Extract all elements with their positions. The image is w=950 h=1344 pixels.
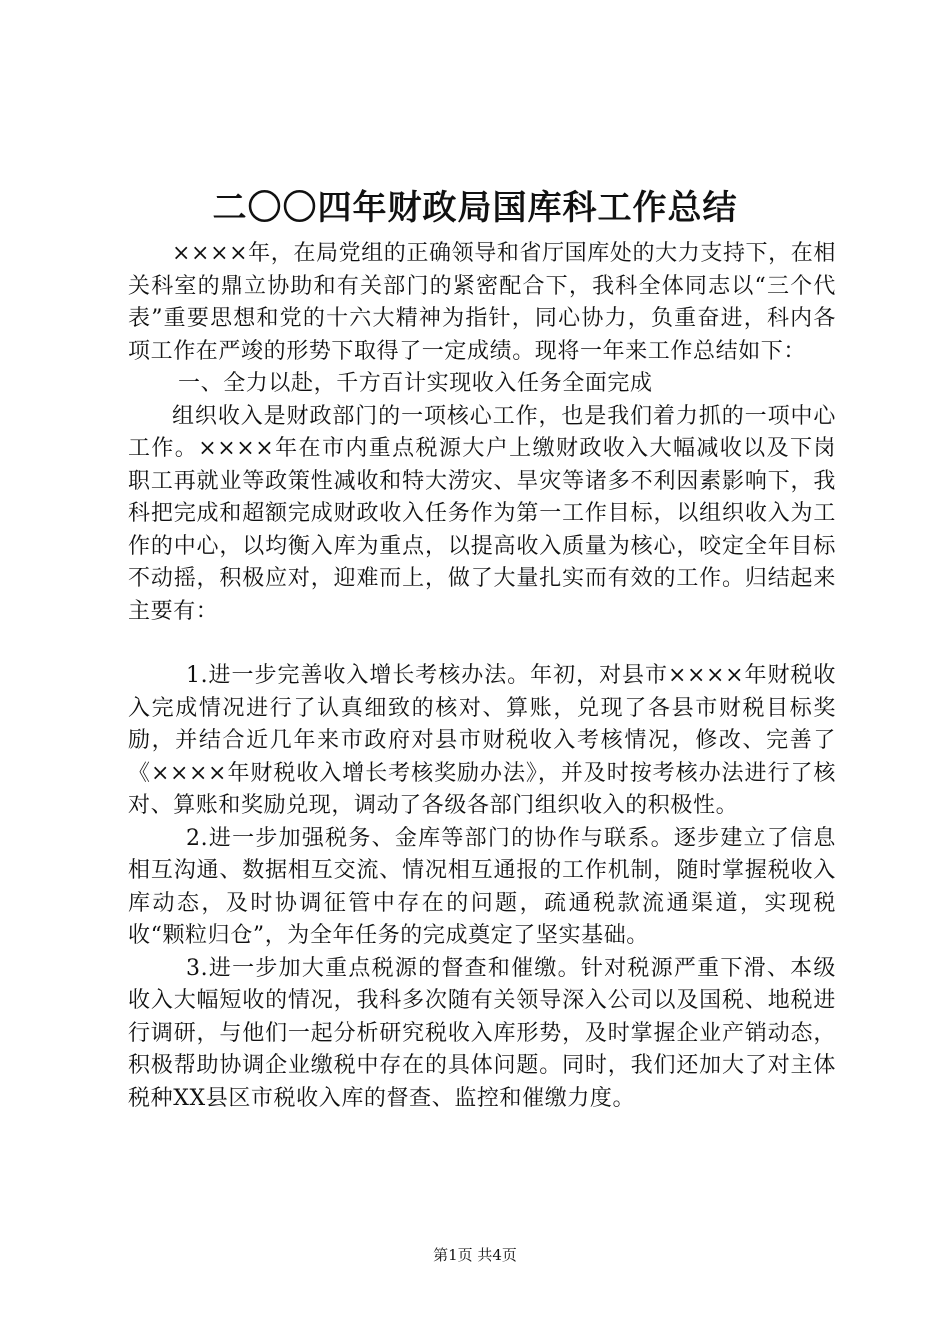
document-body (128, 238, 836, 1115)
paragraph-spacer (128, 628, 836, 660)
list-item-1: 1.进一步完善收入增长考核办法。年初，对县市××××年财税收入完成情况进行了认真细致的核对、算账，兑现了各县市财税目标奖励，并结合近几年来市政府对县市财税收入考核情况，修改、完善了《××××年财税收入增长考核奖励办法》，并及时按考核办法进行了核对、算账和奖励兑现，调动了各级各部门组织收入的积极性。 (128, 663, 836, 818)
list-item-2: 2.进一步加强税务、金库等部门的协作与联系。逐步建立了信息相互沟通、数据相互交流、情况相互通报的工作机制，随时掌握税收入库动态，及时协调征管中存在的问题，疏通税款流通渠道，实现税收“颗粒归仓”，为全年任务的完成奠定了坚实基础。 (128, 825, 836, 948)
section-heading: 一、全力以赴，千方百计实现收入任务全面完成 (178, 371, 653, 396)
document-title: 二〇〇四年财政局国库科工作总结 (212, 188, 738, 228)
intro-paragraph: ××××年，在局党组的正确领导和省厅国库处的大力支持下，在相关科室的鼎立协助和有关部门的紧密配合下，我科全体同志以“三个代表”重要思想和党的十六大精神为指针，同心协力，负重奋进，科内各项工作在严竣的形势下取得了一定成绩。现将一年来工作总结如下： (128, 241, 836, 364)
page-number-footer: 第1页 共4页 (433, 1246, 517, 1264)
section-paragraph: 组织收入是财政部门的一项核心工作，也是我们着力抓的一项中心工作。××××年在市内重点税源大户上缴财政收入大幅减收以及下岗职工再就业等政策性减收和特大涝灾、旱灾等诸多不利因素影响下，我科把完成和超额完成财政收入任务作为第一工作目标，以组织收入为工作的中心，以均衡入库为重点，以提高收入质量为核心，咬定全年目标不动摇，积极应对，迎难而上，做了大量扎实而有效的工作。归结起来主要有： (128, 403, 836, 624)
list-item-3: 3.进一步加大重点税源的督查和催缴。针对税源严重下滑、本级收入大幅短收的情况，我科多次随有关领导深入公司以及国税、地税进行调研，与他们一起分析研究税收入库形势，及时掌握企业产销动态，积极帮助协调企业缴税中存在的具体问题。同时，我们还加大了对主体税种XX县区市税收入库的督查、监控和催缴力度。 (128, 955, 836, 1111)
